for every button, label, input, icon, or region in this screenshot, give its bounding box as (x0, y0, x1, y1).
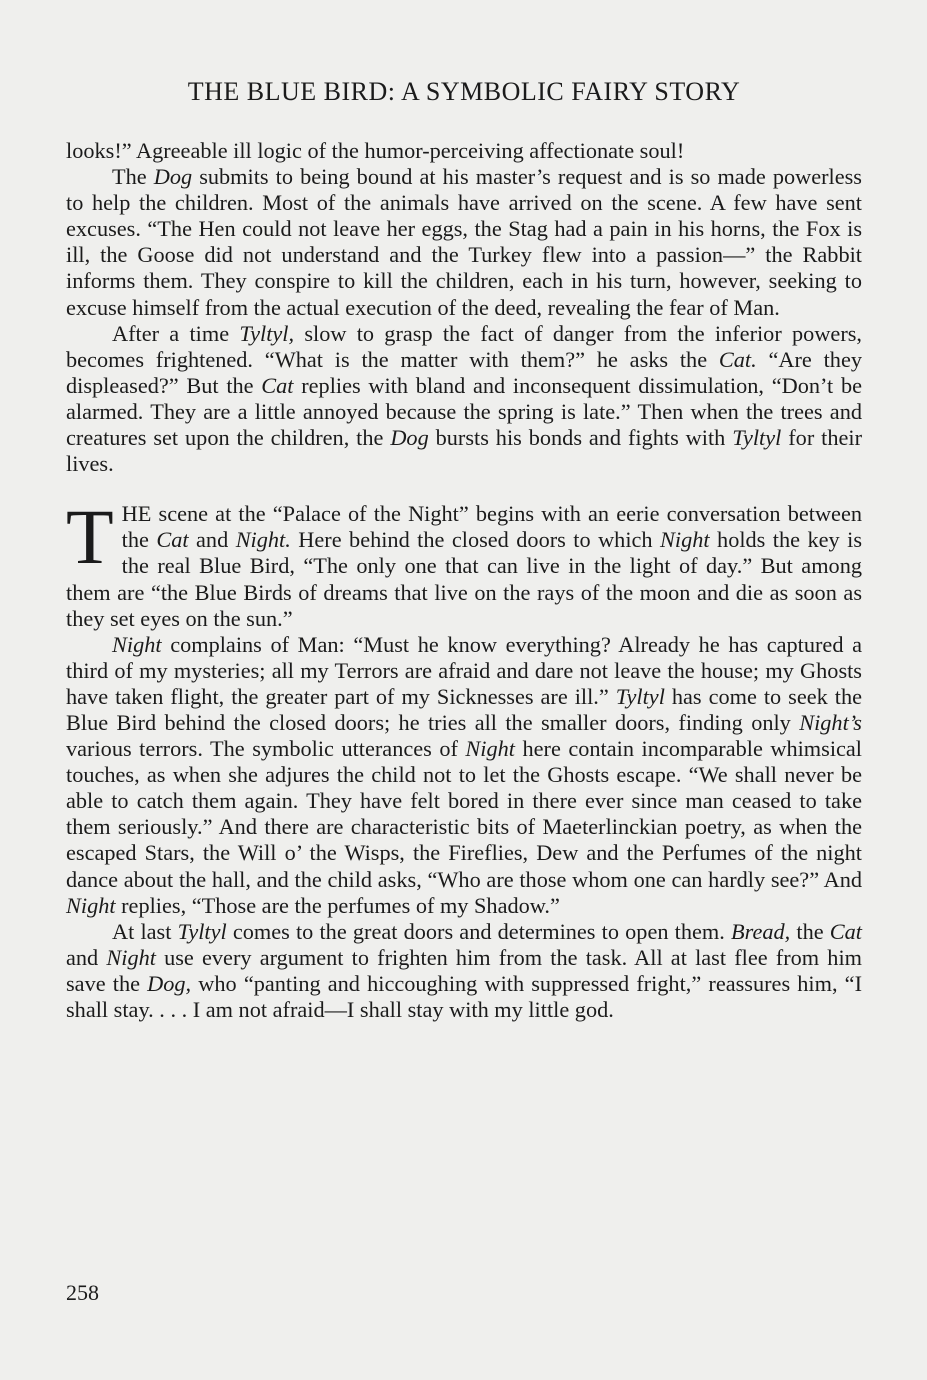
section-palace-of-night (66, 493, 863, 1023)
paragraph-3: After a time Tyltyl, slow to grasp the fact of danger from the inferior powers, becomes frightened. “What is the matter with them?” he asks the Cat. “Are they displeased?” But the Cat replies with bland and inconsequent dissimulation, “Don’t be alarmed. They are a little annoyed because the spring is late.” Then when the trees and creatures set upon the children, the Dog bursts his bonds and fights with Tyltyl for their lives. (66, 320, 863, 477)
paragraph-1: looks!” Agreeable ill logic of the humor-perceiving affectionate soul! (66, 138, 685, 163)
page-number: 258 (66, 1280, 99, 1305)
paragraph-6: At last Tyltyl comes to the great doors and determines to open them. Bread, the Cat and Night use every argument to frighten him from the task. All at last flee from him save the Dog, who “panting and hiccoughing with suppressed fright,” reassures him, “I shall stay. . . . I am not afraid—I shall stay with my little god. (66, 918, 862, 1022)
book-page (66, 74, 862, 1023)
paragraph-2: The Dog submits to being bound at his master’s request and is so made powerless to help the children. Most of the animals have arrived on the scene. A few have sent excuses. “The Hen could not leave her eggs, the Stag had a pain in his horns, the Fox is ill, the Goose did not understand and the Turkey flew into a passion—” the Rabbit informs them. They conspire to kill the children, each in his turn, however, seeking to excuse himself from the actual execution of the deed, revealing the fear of Man. (66, 164, 862, 320)
drop-cap: T (66, 493, 114, 581)
running-title: THE BLUE BIRD: A SYMBOLIC FAIRY STORY (187, 77, 741, 106)
paragraph-4: THE scene at the “Palace of the Night” begins with an eerie conversation between the Cat and Night. Here behind the closed doors to which Night holds the key is the real Blue Bird, “The only one that can live in the light of day.” But among them are “the Blue Birds of dreams that live on the rays of the moon and die as soon as they set eyes on the sun.” (66, 493, 863, 631)
paragraph-5: Night complains of Man: “Must he know everything? Already he has captured a third of my mysteries; all my Terrors are afraid and dare not leave the house; my Ghosts have taken flight, the greater part of my Sicknesses are ill.” Tyltyl has come to seek the Blue Bird behind the closed doors; he tries all the smaller doors, finding only Night’s various terrors. The symbolic utterances of Night here contain incomparable whimsical touches, as when she adjures the child not to let the Ghosts escape. “We shall never be able to catch them again. They have felt bored in there ever since man ceased to take them seriously.” And there are characteristic bits of Maeterlinckian poetry, as when the escaped Stars, the Will o’ the Wisps, the Fireflies, Dew and the Perfumes of the night dance about the hall, and the child asks, “Who are those whom one can hardly see?” And Night replies, “Those are the perfumes of my Shadow.” (66, 631, 862, 918)
body-text (66, 138, 862, 1023)
